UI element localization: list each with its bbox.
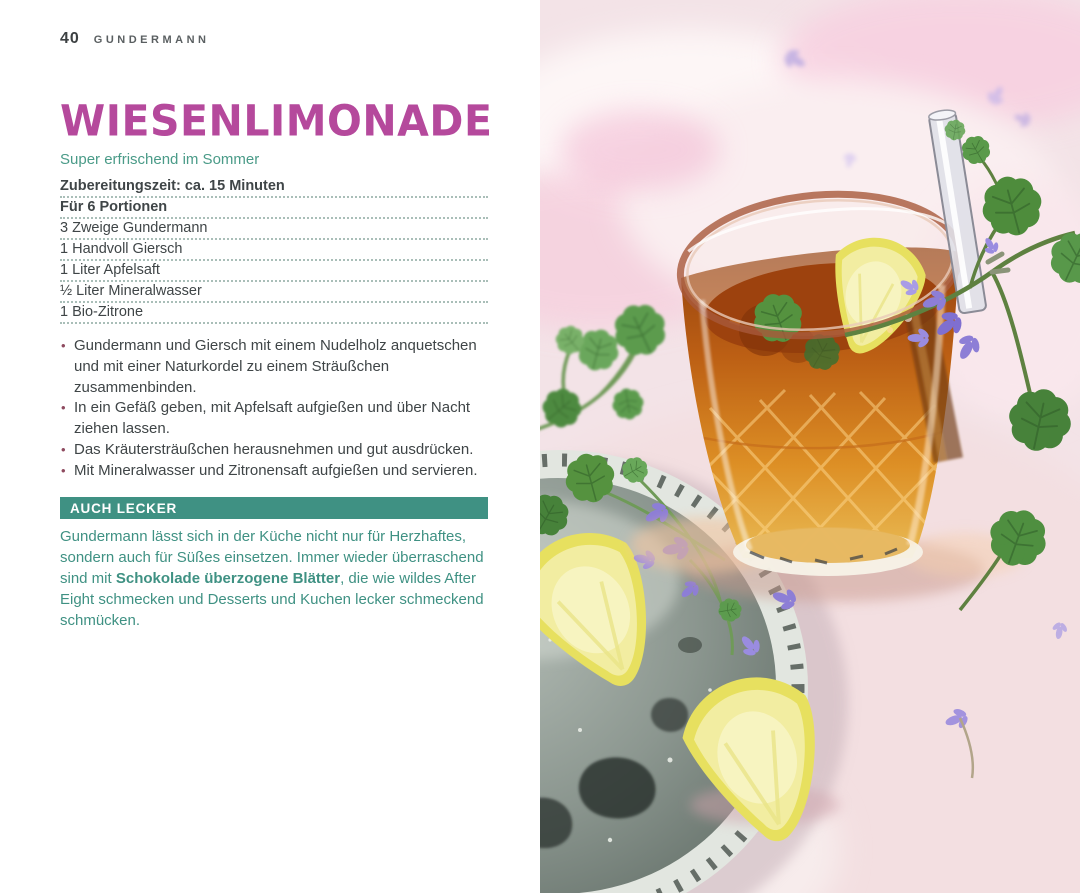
ingredient: 1 Handvoll Giersch xyxy=(60,240,488,261)
tip-text-before: Gundermann lässt sich in der Küche nicht nur für Herzhaftes, sondern auch für Süßes einsetzen. Immer wieder überraschend sind mit xyxy=(60,527,484,587)
page-number: 40 xyxy=(60,30,80,47)
tip-text-after: , die wie wildes After Eight schmecken und Desserts und Kuchen lecker schmeckend schmücken. xyxy=(60,569,484,630)
step: • Gundermann und Giersch mit einem Nudelholz anquetschen und mit einer Naturkordel zu einem Sträußchen zusammenbinden. xyxy=(60,336,488,398)
servings: Für 6 Portionen xyxy=(60,198,488,219)
step: • In ein Gefäß geben, mit Apfelsaft aufgießen und über Nacht ziehen lassen. xyxy=(60,398,488,440)
ingredient: 1 Liter Apfelsaft xyxy=(60,261,488,282)
running-head xyxy=(60,30,488,48)
ingredient: ½ Liter Mineralwasser xyxy=(60,282,488,303)
ingredient: 3 Zweige Gundermann xyxy=(60,219,488,240)
recipe-title: WIESENLIMONADE xyxy=(60,95,493,147)
recipe-subtitle: Super erfrischend im Sommer xyxy=(60,151,260,168)
prep-time: Zubereitungszeit: ca. 15 Minuten xyxy=(60,177,488,198)
tip-text xyxy=(60,526,488,632)
ingredient-list xyxy=(60,177,488,324)
recipe-photo xyxy=(540,0,1080,893)
step: • Mit Mineralwasser und Zitronensaft aufgießen und servieren. xyxy=(60,461,488,482)
ingredient: 1 Bio-Zitrone xyxy=(60,303,488,324)
preparation-steps xyxy=(60,336,488,482)
chapter-title: GUNDERMANN xyxy=(93,34,210,46)
tip-heading-banner xyxy=(60,497,488,519)
recipe-photo-illustration xyxy=(540,0,1080,893)
tip-text-bold: Schokolade überzogene Blätter xyxy=(115,569,341,587)
recipe-column xyxy=(60,0,493,632)
step: • Das Kräutersträußchen herausnehmen und gut ausdrücken. xyxy=(60,440,488,461)
tip-heading: AUCH LECKER xyxy=(70,500,178,516)
